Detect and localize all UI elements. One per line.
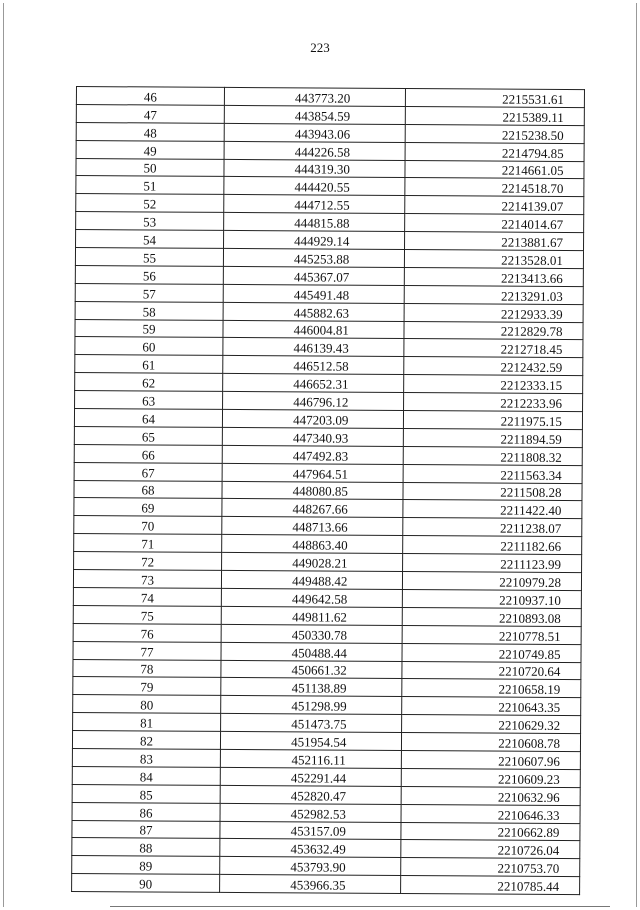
coordinate-table — [71, 86, 585, 895]
point-number-cell: 71 — [74, 534, 222, 553]
table-row — [75, 373, 583, 394]
point-number-cell: 90 — [72, 874, 220, 893]
point-number-cell: 53 — [76, 212, 224, 231]
y-coordinate-cell: 2211422.40 — [402, 500, 582, 519]
x-coordinate-cell: 446512.58 — [223, 356, 404, 375]
point-number-cell: 83 — [72, 748, 220, 767]
y-coordinate-cell: 2212432.59 — [403, 357, 583, 376]
x-coordinate-cell: 453966.35 — [220, 875, 401, 894]
y-coordinate-cell: 2210778.51 — [402, 625, 582, 644]
table-row — [73, 713, 581, 734]
x-coordinate-cell: 453157.09 — [220, 821, 401, 840]
x-coordinate-cell: 447492.83 — [222, 445, 403, 464]
x-coordinate-cell: 444815.88 — [224, 213, 405, 232]
x-coordinate-cell: 450661.32 — [221, 660, 402, 679]
x-coordinate-cell: 444712.55 — [224, 195, 405, 214]
point-number-cell: 56 — [75, 265, 223, 284]
table-row — [74, 480, 582, 501]
table-row — [73, 659, 581, 680]
table-row — [73, 695, 581, 716]
point-number-cell: 80 — [73, 695, 221, 714]
y-coordinate-cell: 2212829.78 — [403, 321, 583, 340]
x-coordinate-cell: 452820.47 — [220, 785, 401, 804]
y-coordinate-cell: 2210658.19 — [401, 679, 581, 698]
point-number-cell: 67 — [74, 462, 222, 481]
y-coordinate-cell: 2210749.85 — [402, 643, 582, 662]
point-number-cell: 46 — [76, 87, 224, 106]
y-coordinate-cell: 2210646.33 — [401, 804, 581, 823]
table-row — [74, 534, 582, 555]
x-coordinate-cell: 451954.54 — [220, 731, 401, 750]
x-coordinate-cell: 446652.31 — [223, 374, 404, 393]
y-coordinate-cell: 2211123.99 — [402, 554, 582, 573]
table-row — [75, 355, 583, 376]
y-coordinate-cell: 2212333.15 — [403, 375, 583, 394]
y-coordinate-cell: 2210785.44 — [400, 876, 580, 895]
x-coordinate-cell: 448267.66 — [222, 499, 403, 518]
table-row — [76, 212, 584, 233]
y-coordinate-cell: 2215531.61 — [405, 89, 585, 108]
y-coordinate-cell: 2214518.70 — [404, 178, 584, 197]
table-body — [72, 87, 585, 895]
y-coordinate-cell: 2210632.96 — [401, 786, 581, 805]
x-coordinate-cell: 450330.78 — [221, 624, 402, 643]
table-row — [76, 194, 584, 215]
y-coordinate-cell: 2213291.03 — [404, 285, 584, 304]
point-number-cell: 58 — [75, 301, 223, 320]
point-number-cell: 76 — [73, 623, 221, 642]
x-coordinate-cell: 451298.99 — [221, 696, 402, 715]
y-coordinate-cell: 2210979.28 — [402, 572, 582, 591]
y-coordinate-cell: 2210609.23 — [401, 768, 581, 787]
point-number-cell: 52 — [76, 194, 224, 213]
x-coordinate-cell: 451138.89 — [221, 678, 402, 697]
point-number-cell: 85 — [72, 784, 220, 803]
table-row — [72, 820, 580, 841]
y-coordinate-cell: 2213528.01 — [404, 250, 584, 269]
x-coordinate-cell: 449811.62 — [221, 606, 402, 625]
bottom-divider — [110, 906, 610, 907]
table-row — [76, 104, 584, 125]
table-row — [75, 319, 583, 340]
table-row — [74, 409, 582, 430]
point-number-cell: 79 — [73, 677, 221, 696]
y-coordinate-cell: 2215389.11 — [405, 106, 585, 125]
y-coordinate-cell: 2210753.70 — [400, 858, 580, 877]
x-coordinate-cell: 452982.53 — [220, 803, 401, 822]
point-number-cell: 60 — [75, 337, 223, 356]
y-coordinate-cell: 2210720.64 — [401, 661, 581, 680]
y-coordinate-cell: 2211508.28 — [402, 482, 582, 501]
y-coordinate-cell: 2214014.67 — [404, 214, 584, 233]
x-coordinate-cell: 445882.63 — [223, 302, 404, 321]
table-row — [76, 122, 584, 143]
table-row — [76, 158, 584, 179]
point-number-cell: 49 — [76, 140, 224, 159]
table-row — [76, 176, 584, 197]
table-row — [73, 623, 581, 644]
point-number-cell: 84 — [72, 766, 220, 785]
point-number-cell: 66 — [74, 444, 222, 463]
x-coordinate-cell: 448863.40 — [222, 535, 403, 554]
table-row — [75, 265, 583, 286]
x-coordinate-cell: 447964.51 — [222, 463, 403, 482]
x-coordinate-cell: 446004.81 — [223, 320, 404, 339]
point-number-cell: 50 — [76, 158, 224, 177]
point-number-cell: 59 — [75, 319, 223, 338]
table-row — [73, 641, 581, 662]
x-coordinate-cell: 448080.85 — [222, 481, 403, 500]
table-row — [72, 802, 580, 823]
point-number-cell: 89 — [72, 856, 220, 875]
x-coordinate-cell: 446796.12 — [223, 392, 404, 411]
y-coordinate-cell: 2214139.07 — [404, 196, 584, 215]
y-coordinate-cell: 2214661.05 — [404, 160, 584, 179]
y-coordinate-cell: 2211808.32 — [403, 446, 583, 465]
table-row — [75, 391, 583, 412]
x-coordinate-cell: 445367.07 — [223, 266, 404, 285]
point-number-cell: 47 — [76, 104, 224, 123]
page-number: 223 — [310, 40, 330, 55]
y-coordinate-cell: 2211975.15 — [403, 411, 583, 430]
x-coordinate-cell: 445253.88 — [223, 248, 404, 267]
table-row — [72, 748, 580, 769]
point-number-cell: 68 — [74, 480, 222, 499]
y-coordinate-cell: 2212933.39 — [404, 303, 584, 322]
x-coordinate-cell: 450488.44 — [221, 642, 402, 661]
x-coordinate-cell: 443854.59 — [224, 105, 405, 124]
point-number-cell: 87 — [72, 820, 220, 839]
table-row — [72, 766, 580, 787]
x-coordinate-cell: 449488.42 — [221, 570, 402, 589]
table-row — [73, 677, 581, 698]
y-coordinate-cell: 2211563.34 — [403, 464, 583, 483]
point-number-cell: 72 — [74, 552, 222, 571]
x-coordinate-cell: 445491.48 — [223, 284, 404, 303]
point-number-cell: 69 — [74, 498, 222, 517]
point-number-cell: 78 — [73, 659, 221, 678]
x-coordinate-cell: 444226.58 — [224, 141, 405, 160]
y-coordinate-cell: 2210643.35 — [401, 697, 581, 716]
point-number-cell: 88 — [72, 838, 220, 857]
x-coordinate-cell: 444319.30 — [224, 159, 405, 178]
point-number-cell: 75 — [73, 605, 221, 624]
table-row — [73, 605, 581, 626]
table-row — [72, 784, 580, 805]
x-coordinate-cell: 452116.11 — [220, 749, 401, 768]
point-number-cell: 82 — [72, 731, 220, 750]
x-coordinate-cell: 453632.49 — [220, 839, 401, 858]
table-row — [74, 552, 582, 573]
point-number-cell: 55 — [75, 248, 223, 267]
y-coordinate-cell: 2211182.66 — [402, 536, 582, 555]
x-coordinate-cell: 447203.09 — [222, 409, 403, 428]
table-row — [72, 731, 580, 752]
point-number-cell: 74 — [73, 587, 221, 606]
x-coordinate-cell: 447340.93 — [222, 427, 403, 446]
y-coordinate-cell: 2210608.78 — [401, 733, 581, 752]
x-coordinate-cell: 443773.20 — [224, 87, 405, 106]
point-number-cell: 77 — [73, 641, 221, 660]
x-coordinate-cell: 449642.58 — [221, 588, 402, 607]
table-row — [72, 838, 580, 859]
x-coordinate-cell: 444420.55 — [224, 177, 405, 196]
y-coordinate-cell: 2210726.04 — [400, 840, 580, 859]
point-number-cell: 54 — [76, 230, 224, 249]
point-number-cell: 73 — [73, 570, 221, 589]
table-row — [72, 874, 580, 895]
y-coordinate-cell: 2210662.89 — [400, 822, 580, 841]
y-coordinate-cell: 2210607.96 — [401, 750, 581, 769]
table-row — [74, 498, 582, 519]
y-coordinate-cell: 2213413.66 — [404, 267, 584, 286]
y-coordinate-cell: 2211238.07 — [402, 518, 582, 537]
table-row — [74, 444, 582, 465]
point-number-cell: 48 — [76, 122, 224, 141]
table-row — [75, 248, 583, 269]
y-coordinate-cell: 2212718.45 — [403, 339, 583, 358]
point-number-cell: 62 — [75, 373, 223, 392]
point-number-cell: 57 — [75, 283, 223, 302]
y-coordinate-cell: 2211894.59 — [403, 428, 583, 447]
x-coordinate-cell: 453793.90 — [220, 857, 401, 876]
table-row — [72, 856, 580, 877]
table-row — [76, 230, 584, 251]
x-coordinate-cell: 444929.14 — [224, 231, 405, 250]
x-coordinate-cell: 449028.21 — [222, 553, 403, 572]
point-number-cell: 63 — [75, 391, 223, 410]
point-number-cell: 70 — [74, 516, 222, 535]
x-coordinate-cell: 443943.06 — [224, 123, 405, 142]
point-number-cell: 61 — [75, 355, 223, 374]
y-coordinate-cell: 2210629.32 — [401, 715, 581, 734]
y-coordinate-cell: 2212233.96 — [403, 393, 583, 412]
point-number-cell: 81 — [73, 713, 221, 732]
table-row — [73, 587, 581, 608]
y-coordinate-cell: 2215238.50 — [405, 124, 585, 143]
table-row — [74, 426, 582, 447]
table-row — [75, 283, 583, 304]
table-row — [74, 516, 582, 537]
point-number-cell: 64 — [74, 409, 222, 428]
y-coordinate-cell: 2213881.67 — [404, 232, 584, 251]
x-coordinate-cell: 451473.75 — [221, 714, 402, 733]
y-coordinate-cell: 2210937.10 — [402, 589, 582, 608]
point-number-cell: 86 — [72, 802, 220, 821]
table-row — [75, 337, 583, 358]
y-coordinate-cell: 2214794.85 — [405, 142, 585, 161]
y-coordinate-cell: 2210893.08 — [402, 607, 582, 626]
table-row — [75, 301, 583, 322]
point-number-cell: 51 — [76, 176, 224, 195]
table-row — [73, 570, 581, 591]
table-row — [76, 87, 584, 108]
table-row — [76, 140, 584, 161]
x-coordinate-cell: 446139.43 — [223, 338, 404, 357]
x-coordinate-cell: 452291.44 — [220, 767, 401, 786]
point-number-cell: 65 — [74, 426, 222, 445]
x-coordinate-cell: 448713.66 — [222, 517, 403, 536]
table-row — [74, 462, 582, 483]
